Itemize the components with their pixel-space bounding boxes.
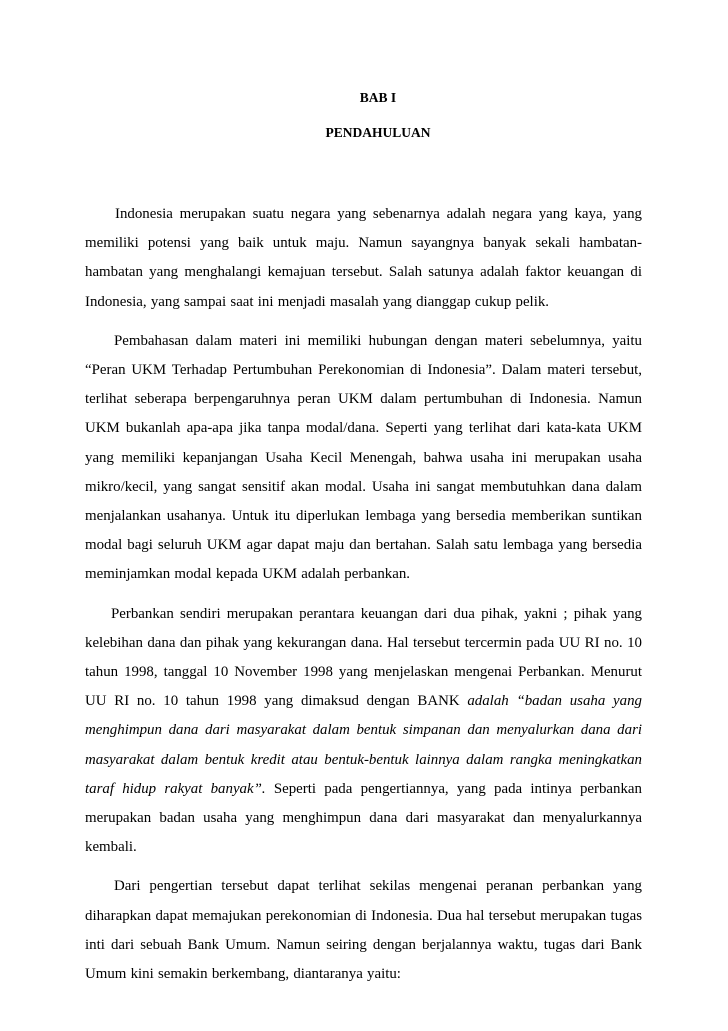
chapter-heading: BAB I [359,90,397,105]
paragraph-1: Indonesia merupakan suatu negara yang sebenarnya adalah negara yang kaya, yang memiliki potensi yang baik untuk maju. Namun sayangnya banyak sekali hambatan-hambatan yang menghalangi kemajuan tersebut. Salah satunya adalah faktor keuangan di Indonesia, yang sampai saat ini menjadi masalah yang dianggap cukup pelik. [85,206,642,310]
paragraph-3-intro: Perbankan sendiri merupakan perantara keuangan dari dua pihak, yakni ; pihak yang kelebihan dana dan pihak yang kekurangan dana. Hal tersebut tercermin pada UU RI no. 10 tahun 1998, tanggal 10 November 1998 yang menjelaskan mengenai Perbankan. Menurut UU RI no. 10 tahun 1998 yang dimaksud dengan BANK [85,605,642,710]
bank-definition-quote: adalah “badan usaha yang menghimpun dana dari masyarakat dalam bentuk simpanan dan menyalurkan dana dari masyarakat dalam bentuk kredit atau bentuk-bentuk lainnya dalam rangka meningkatkan taraf hidup rakyat banyak”. [85,693,642,797]
paragraph-4: Dari pengertian tersebut dapat terlihat sekilas mengenai peranan perbankan yang diharapkan dapat memajukan perekonomian di Indonesia. Dua hal tersebut merupakan tugas inti dari sebuah Bank Umum. Namun seiring dengan berjalannya waktu, tugas dari Bank Umum kini semakin berkembang, diantaranya yaitu: [85,878,642,983]
paragraph-3-conclusion: Seperti pada pengertiannya, yang pada intinya perbankan merupakan badan usaha yang menghimpun dana dari masyarakat dan menyalurkannya kembali. [85,780,642,856]
paragraph-2: Pembahasan dalam materi ini memiliki hubungan dengan materi sebelumnya, yaitu “Peran UKM Terhadap Pertumbuhan Perekonomian di Indonesia”. Dalam materi tersebut, terlihat seberapa berpengaruhnya peran UKM dalam pertumbuhan di Indonesia. Namun UKM bukanlah apa-apa jika tanpa modal/dana. Seperti yang terlihat dari kata-kata UKM yang memiliki kepanjangan Usaha Kecil Menengah, bahwa usaha ini merupakan usaha mikro/kecil, yang sangat sensitif akan modal. Usaha ini sangat membutuhkan dana dalam menjalankan usahanya. Untuk itu diperlukan lembaga yang bersedia memberikan suntikan modal bagi seluruh UKM agar dapat maju dan bertahan. Salah satu lembaga yang bersedia meminjamkan modal kepada UKM adalah perbankan. [85,332,642,583]
chapter-title: PENDAHULUAN [325,125,431,140]
body-text [85,200,642,999]
paragraph-3 [85,600,642,863]
